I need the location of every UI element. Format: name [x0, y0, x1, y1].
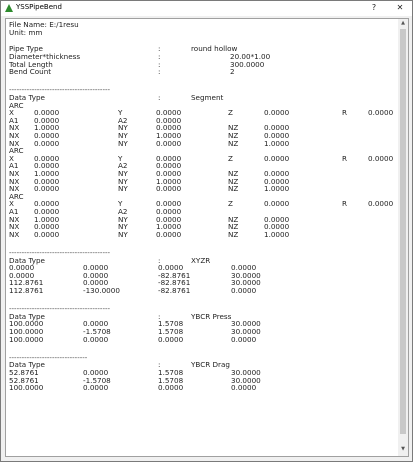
data-type-colon: :	[158, 92, 161, 102]
field-label: NY	[118, 138, 128, 148]
field-value: 0.0000	[264, 123, 290, 133]
field-value: 0.0000	[34, 199, 60, 209]
field-value: 0.0000	[34, 108, 60, 118]
vertical-scrollbar[interactable]	[398, 19, 408, 456]
field-label: NX	[9, 222, 20, 232]
field-value: 0.0000	[34, 115, 60, 125]
table-cell: 0.0000	[231, 263, 257, 273]
field-value: 0.0000	[156, 161, 182, 171]
table-cell: 52.8761	[9, 368, 39, 378]
field-value: 1.0000	[156, 130, 182, 140]
table-cell: 100.0000	[9, 319, 44, 329]
pipe-info-value: 20.00*1.00	[230, 51, 271, 61]
field-label: NX	[9, 176, 20, 186]
table-cell: 30.0000	[231, 319, 261, 329]
table-cell: 52.8761	[9, 375, 39, 385]
field-label: NX	[9, 168, 20, 178]
field-label: NZ	[228, 222, 239, 232]
table-cell: 100.0000	[9, 334, 44, 344]
results-text-area[interactable]	[5, 18, 409, 457]
help-button[interactable]: ?	[371, 3, 377, 12]
pipe-info-value: round hollow	[191, 44, 238, 54]
field-label: NZ	[228, 184, 239, 194]
field-label: Y	[118, 108, 123, 118]
field-value: 0.0000	[34, 161, 60, 171]
field-value: 0.0000	[156, 229, 182, 239]
field-label: X	[9, 153, 14, 163]
table-cell: 0.0000	[83, 270, 109, 280]
scroll-down-arrow-icon[interactable]: ▼	[401, 446, 405, 452]
field-value: 0.0000	[156, 168, 182, 178]
section-title: Segment	[191, 92, 224, 102]
separator-line: -------------------------------	[9, 353, 88, 362]
field-value: 0.0000	[156, 184, 182, 194]
field-value: 0.0000	[156, 108, 182, 118]
pipe-info-label: Pipe Type	[9, 44, 43, 54]
table-cell: 112.8761	[9, 278, 44, 288]
field-value: 0.0000	[156, 123, 182, 133]
field-value: 1.0000	[156, 222, 182, 232]
table-cell: -1.5708	[83, 327, 111, 337]
field-label: NZ	[228, 176, 239, 186]
field-label: Z	[228, 108, 233, 118]
field-label: NY	[118, 222, 128, 232]
data-type-label: Data Type	[9, 311, 45, 321]
field-label: R	[342, 108, 347, 118]
table-cell: 30.0000	[231, 375, 261, 385]
field-value: 0.0000	[34, 153, 60, 163]
field-label: NX	[9, 229, 20, 239]
table-cell: 0.0000	[231, 334, 257, 344]
field-value: 0.0000	[264, 130, 290, 140]
pipe-info-label: Bend Count	[9, 67, 52, 77]
table-cell: 0.0000	[158, 263, 184, 273]
field-value: 1.0000	[264, 184, 290, 194]
field-label: Y	[118, 153, 123, 163]
separator-line: ----------------------------------------	[9, 249, 111, 257]
table-cell: 0.0000	[83, 368, 109, 378]
field-label: NY	[118, 168, 128, 178]
separator-line: ----------------------------------------	[9, 86, 111, 95]
field-label: NZ	[228, 168, 239, 178]
field-label: A1	[9, 206, 19, 216]
table-cell: 0.0000	[9, 270, 35, 280]
unit-text: Unit: mm	[9, 27, 43, 37]
section-title: YBCR Press	[191, 311, 232, 321]
field-label: A1	[9, 115, 19, 125]
separator-line: ----------------------------------------	[9, 305, 111, 314]
field-value: 0.0000	[264, 222, 290, 232]
field-value: 0.0000	[34, 229, 60, 239]
pipe-info-colon: :	[158, 51, 161, 61]
field-label: NZ	[228, 130, 239, 140]
field-label: R	[342, 199, 347, 209]
table-cell: -1.5708	[83, 375, 111, 385]
field-value: 0.0000	[156, 199, 182, 209]
table-cell: 0.0000	[158, 383, 184, 393]
field-label: Z	[228, 153, 233, 163]
field-value: 1.0000	[34, 168, 60, 178]
field-label: NX	[9, 138, 20, 148]
data-type-label: Data Type	[9, 360, 45, 370]
field-label: X	[9, 108, 14, 118]
title-bar[interactable]	[1, 1, 412, 16]
table-cell: 0.0000	[158, 334, 184, 344]
field-value: 0.0000	[34, 222, 60, 232]
field-value: 0.0000	[264, 168, 290, 178]
field-value: 0.0000	[34, 138, 60, 148]
table-cell: 1.5708	[158, 375, 184, 385]
scrollbar-thumb[interactable]	[400, 29, 406, 434]
table-cell: -82.8761	[158, 286, 191, 295]
field-label: NX	[9, 123, 20, 133]
window-title: YSSPipeBend	[16, 3, 62, 11]
data-type-label: Data Type	[9, 255, 45, 265]
field-value: 0.0000	[264, 153, 290, 163]
field-label: NY	[118, 130, 128, 140]
table-cell: 0.0000	[83, 383, 109, 393]
pipe-info-value: 300.0000	[230, 59, 265, 69]
table-cell: 0.0000	[83, 334, 109, 344]
table-cell: 0.0000	[83, 319, 109, 329]
pipe-info-colon: :	[158, 44, 161, 54]
field-value: 0.0000	[156, 153, 182, 163]
table-cell: 0.0000	[231, 286, 257, 295]
table-cell: -82.8761	[158, 270, 191, 280]
field-value: 1.0000	[264, 229, 290, 239]
field-label: X	[9, 199, 14, 209]
field-label: NX	[9, 214, 20, 224]
field-value: 0.0000	[156, 138, 182, 148]
table-cell: 1.5708	[158, 327, 184, 337]
field-value: 0.0000	[368, 199, 394, 209]
field-value: 0.0000	[368, 108, 394, 118]
table-cell: 100.0000	[9, 383, 44, 393]
arc-label: ARC	[9, 191, 24, 201]
scroll-up-arrow-icon[interactable]: ▲	[401, 20, 405, 26]
field-value: 0.0000	[264, 199, 290, 209]
field-value: 0.0000	[34, 176, 60, 186]
table-cell: 30.0000	[231, 278, 261, 288]
table-cell: 30.0000	[231, 327, 261, 337]
pipe-info-value: 2	[230, 67, 235, 77]
pipe-info-label: Diameter*thickness	[9, 51, 81, 61]
table-cell: 0.0000	[9, 263, 35, 273]
table-cell: -130.0000	[83, 286, 120, 295]
field-value: 0.0000	[368, 153, 394, 163]
field-label: A2	[118, 115, 128, 125]
field-label: NY	[118, 123, 128, 133]
field-value: 1.0000	[156, 176, 182, 186]
field-value: 0.0000	[156, 214, 182, 224]
field-label: Y	[118, 199, 123, 209]
arc-label: ARC	[9, 146, 24, 156]
pipe-info-label: Total Length	[9, 59, 53, 69]
section-title: YBCR Drag	[191, 360, 230, 370]
field-label: Z	[228, 199, 233, 209]
field-label: A2	[118, 206, 128, 216]
data-type-colon: :	[158, 255, 161, 265]
data-type-colon: :	[158, 311, 161, 321]
data-type-label: Data Type	[9, 92, 45, 102]
arc-label: ARC	[9, 100, 24, 110]
table-cell: 0.0000	[231, 383, 257, 393]
field-label: NY	[118, 184, 128, 194]
field-value: 0.0000	[264, 214, 290, 224]
table-cell: 100.0000	[9, 327, 44, 337]
field-label: A1	[9, 161, 19, 171]
field-label: NZ	[228, 138, 239, 148]
pipe-info-colon: :	[158, 67, 161, 77]
section-title: XYZR	[191, 255, 211, 265]
table-cell: 30.0000	[231, 270, 261, 280]
field-value: 1.0000	[34, 123, 60, 133]
close-button[interactable]: ✕	[396, 3, 404, 12]
table-cell: 30.0000	[231, 368, 261, 378]
table-cell: 1.5708	[158, 319, 184, 329]
table-cell: 112.8761	[9, 286, 44, 295]
field-label: NZ	[228, 214, 239, 224]
field-label: NY	[118, 229, 128, 239]
field-label: A2	[118, 161, 128, 171]
field-value: 0.0000	[156, 206, 182, 216]
field-value: 0.0000	[34, 130, 60, 140]
field-label: NZ	[228, 123, 239, 133]
field-label: NX	[9, 130, 20, 140]
pipe-info-colon: :	[158, 59, 161, 69]
table-cell: 0.0000	[83, 278, 109, 288]
table-cell: 0.0000	[83, 263, 109, 273]
field-value: 1.0000	[34, 214, 60, 224]
table-cell: -82.8761	[158, 278, 191, 288]
field-label: NY	[118, 176, 128, 186]
data-type-colon: :	[158, 360, 161, 370]
field-value: 0.0000	[34, 206, 60, 216]
file-name-text: File Name: E:/1resu	[9, 20, 79, 29]
field-label: NZ	[228, 229, 239, 239]
field-label: NX	[9, 184, 20, 194]
app-triangle-icon	[5, 4, 13, 12]
field-value: 0.0000	[156, 115, 182, 125]
field-value: 0.0000	[34, 184, 60, 194]
table-cell: 1.5708	[158, 368, 184, 378]
field-label: NY	[118, 214, 128, 224]
field-value: 1.0000	[264, 138, 290, 148]
field-value: 0.0000	[264, 176, 290, 186]
field-label: R	[342, 153, 347, 163]
field-value: 0.0000	[264, 108, 290, 118]
